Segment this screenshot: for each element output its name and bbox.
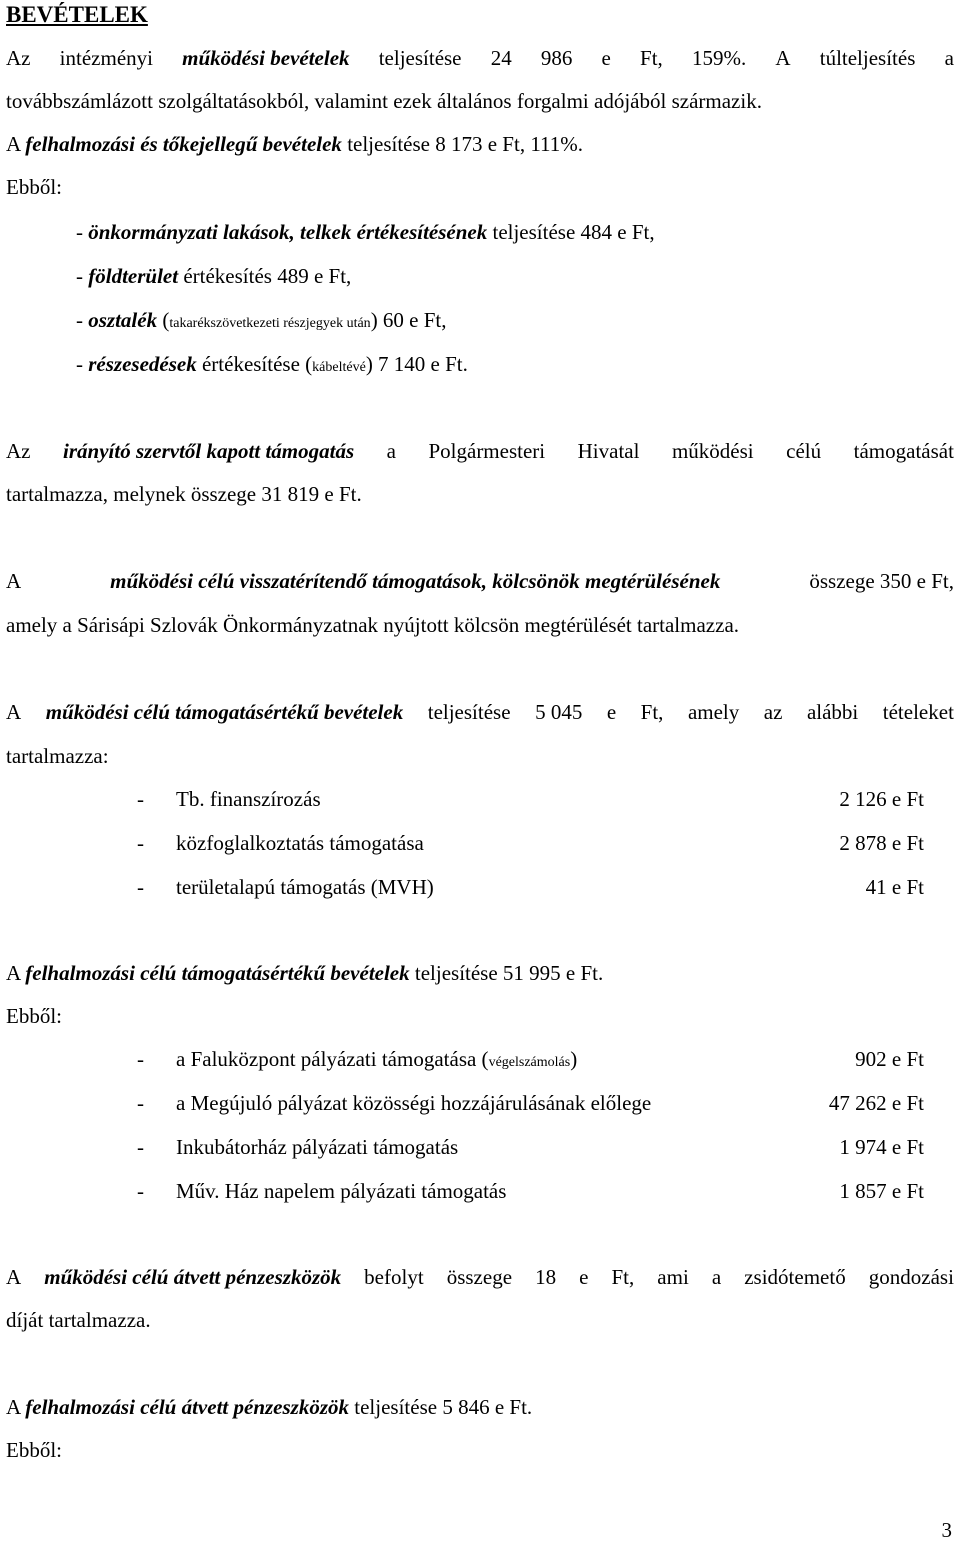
- item-label: Műv. Ház napelem pályázati támogatás: [176, 1179, 507, 1203]
- word: 986: [540, 46, 573, 70]
- ebbol-label: Ebből:: [6, 1438, 62, 1462]
- dash: -: [137, 1091, 144, 1115]
- emphasis: irányító szervtől kapott támogatás: [63, 439, 355, 463]
- paragraph-3-line-2: tartalmazza, melynek összege 31 819 e Ft.: [6, 482, 362, 506]
- emphasis: felhalmozási és tőkejellegű bevételek: [25, 132, 342, 156]
- sub-item-1: [76, 220, 655, 244]
- text: ) 7 140 e Ft.: [365, 352, 468, 376]
- emphasis: részesedések: [88, 352, 197, 376]
- paragraph-3-line-1: [6, 439, 954, 463]
- text: értékesítés 489 e Ft,: [178, 264, 352, 288]
- word: e: [579, 1265, 589, 1289]
- item-amount: 1 857 e Ft: [839, 1179, 924, 1203]
- emphasis: önkormányzati lakások, telkek értékesítésének: [88, 220, 488, 244]
- item-amount: 2 126 e Ft: [839, 787, 924, 811]
- word: A: [6, 569, 22, 593]
- text: (: [157, 308, 170, 332]
- text: A: [6, 1395, 26, 1419]
- dash: -: [137, 875, 144, 899]
- small-text: kábeltévé: [312, 360, 366, 375]
- item-label: területalapú támogatás (MVH): [176, 875, 434, 899]
- dash: -: [76, 264, 89, 288]
- item-amount: 47 262 e Ft: [828, 1091, 924, 1115]
- word: alábbi: [806, 700, 859, 724]
- word: tételeket: [882, 700, 954, 724]
- emphasis: földterület: [88, 264, 179, 288]
- text: a Faluközpont pályázati támogatása (: [176, 1047, 489, 1071]
- word: a: [944, 46, 954, 70]
- item-amount: 902 e Ft: [855, 1047, 924, 1071]
- item-label: Tb. finanszírozás: [176, 787, 321, 811]
- text: A: [6, 961, 26, 985]
- dash: -: [137, 831, 144, 855]
- word: A: [6, 700, 22, 724]
- word: teljesítése: [378, 46, 462, 70]
- word: zsidótemető: [744, 1265, 846, 1289]
- sub-item-3: [76, 308, 447, 336]
- item-label: a Megújuló pályázat közösségi hozzájárulásának előlege: [176, 1091, 652, 1115]
- word: A: [6, 1265, 22, 1289]
- paragraph-5-line-1: [6, 700, 954, 724]
- dash: -: [137, 787, 144, 811]
- sub-item-4: [76, 352, 468, 380]
- paragraph-8-line-1: [6, 1395, 532, 1419]
- item-amount: 1 974 e Ft: [839, 1135, 924, 1159]
- text: teljesítése 8 173 e Ft, 111%.: [341, 132, 584, 156]
- word: a: [386, 439, 396, 463]
- dash: -: [76, 220, 89, 244]
- emphasis: működési célú támogatásértékű bevételek: [45, 700, 404, 724]
- word: A: [775, 46, 791, 70]
- item-amount: 2 878 e Ft: [839, 831, 924, 855]
- word: e: [606, 700, 617, 724]
- word: teljesítése: [427, 700, 511, 724]
- emphasis: működési célú visszatérítendő támogatások, kölcsönök megtérülésének: [110, 569, 721, 593]
- dash: -: [76, 308, 89, 332]
- text: teljesítése 484 e Ft,: [487, 220, 655, 244]
- word: Polgármesteri: [428, 439, 546, 463]
- word: 24: [490, 46, 512, 70]
- word: működési: [671, 439, 754, 463]
- dash: -: [137, 1047, 144, 1071]
- small-text: végelszámolás: [488, 1055, 571, 1070]
- word: 159%.: [691, 46, 747, 70]
- word: célú: [786, 439, 822, 463]
- item-label: Inkubátorház pályázati támogatás: [176, 1135, 459, 1159]
- word: túlteljesítés: [819, 46, 916, 70]
- word: Az: [6, 439, 31, 463]
- item-label: [176, 1047, 577, 1075]
- paragraph-2-line-1: [6, 132, 583, 156]
- paragraph-1-line-1: [6, 46, 954, 70]
- paragraph-5-line-2: tartalmazza:: [6, 744, 109, 768]
- small-text: takarékszövetkezeti részjegyek után: [169, 316, 371, 331]
- paragraph-1-line-2: továbbszámlázott szolgáltatásokból, valamint ezek általános forgalmi adójából származik.: [6, 89, 762, 113]
- sub-item-2: [76, 264, 351, 288]
- word: Hivatal: [577, 439, 640, 463]
- word: intézményi: [59, 46, 153, 70]
- ebbol-label: Ebből:: [6, 1004, 62, 1028]
- word: Az: [6, 46, 31, 70]
- text: teljesítése 51 995 e Ft.: [409, 961, 604, 985]
- dash: -: [137, 1179, 144, 1203]
- emphasis: felhalmozási célú átvett pénzeszközök: [25, 1395, 350, 1419]
- emphasis: osztalék: [88, 308, 158, 332]
- word: az: [763, 700, 783, 724]
- text: ) 60 e Ft,: [370, 308, 447, 332]
- dash: -: [137, 1135, 144, 1159]
- text: értékesítése (: [196, 352, 313, 376]
- paragraph-4-line-2: amely a Sárisápi Szlovák Önkormányzatnak nyújtott kölcsön megtérülését tartalmazza.: [6, 613, 740, 637]
- word: Ft,: [640, 700, 664, 724]
- word: gondozási: [868, 1265, 954, 1289]
- word: 18: [535, 1265, 557, 1289]
- word: 5 045: [535, 700, 583, 724]
- emphasis: működési célú átvett pénzeszközök: [44, 1265, 342, 1289]
- page-title: BEVÉTELEK: [6, 2, 148, 27]
- word: támogatását: [853, 439, 954, 463]
- text: összege 350 e Ft,: [809, 569, 954, 593]
- word: amely: [687, 700, 740, 724]
- paragraph-7-line-1: [6, 1265, 954, 1289]
- emphasis: működési bevételek: [182, 46, 350, 70]
- word: Ft,: [640, 46, 663, 70]
- item-amount: 41 e Ft: [865, 875, 924, 899]
- word: befolyt: [364, 1265, 424, 1289]
- text: A: [6, 132, 26, 156]
- paragraph-7-line-2: díját tartalmazza.: [6, 1308, 151, 1332]
- item-label: közfoglalkoztatás támogatása: [176, 831, 424, 855]
- paragraph-6-line-1: [6, 961, 603, 985]
- paragraph-4-line-1: [6, 569, 954, 593]
- word: e: [601, 46, 611, 70]
- text: ): [570, 1047, 578, 1071]
- page-number: 3: [941, 1518, 952, 1542]
- text: teljesítése 5 846 e Ft.: [349, 1395, 533, 1419]
- word: Ft,: [611, 1265, 635, 1289]
- dash: -: [76, 352, 89, 376]
- emphasis: felhalmozási célú támogatásértékű bevételek: [25, 961, 410, 985]
- ebbol-label: Ebből:: [6, 175, 62, 199]
- word: ami: [657, 1265, 689, 1289]
- word: a: [711, 1265, 722, 1289]
- word: összege: [446, 1265, 513, 1289]
